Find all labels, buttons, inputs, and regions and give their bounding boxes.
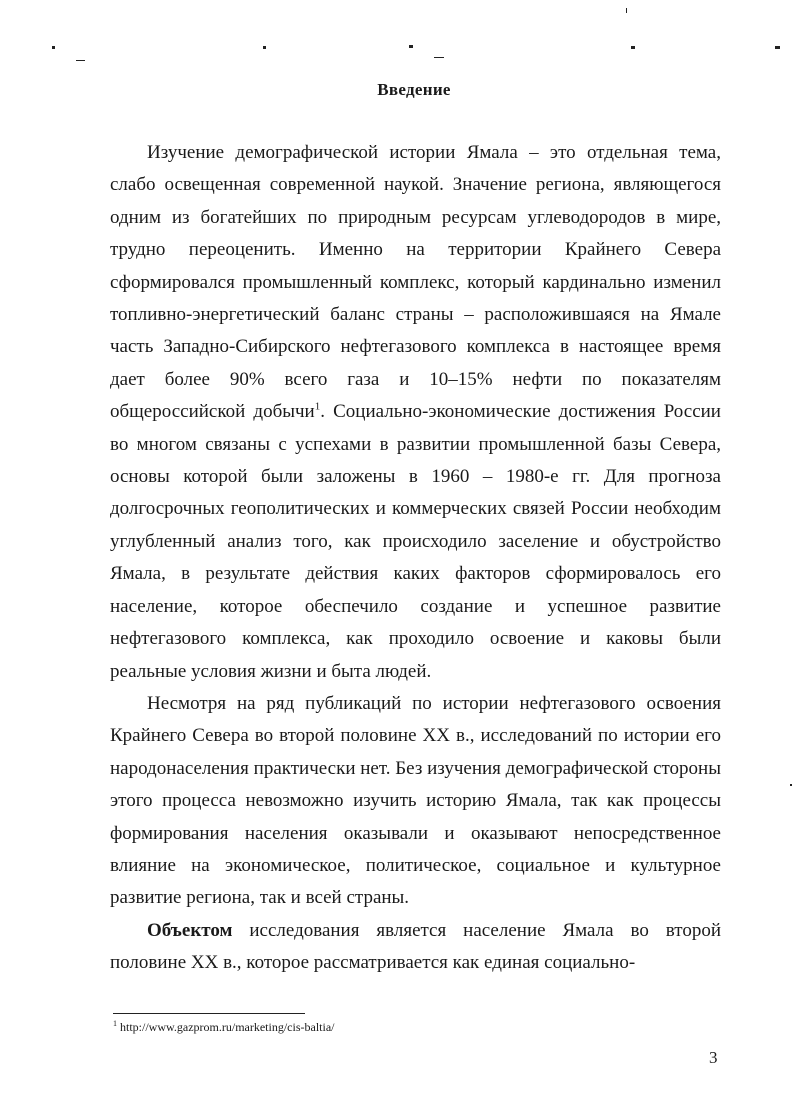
- scan-artifact: [76, 60, 85, 61]
- scan-artifact: [775, 46, 780, 49]
- paragraph-3: [110, 915, 721, 980]
- bold-term: Объектом: [147, 919, 233, 941]
- paragraph-text: исследования является население Ямала во второй половине XX в., которое рассматривается как единая социально-: [110, 919, 721, 974]
- footnote-reference[interactable]: 1: [314, 400, 321, 413]
- paragraph-2: [110, 688, 721, 915]
- scan-artifact: [263, 46, 266, 49]
- section-heading: Введение: [377, 80, 451, 99]
- footnote-number: 1: [113, 1019, 117, 1028]
- paragraph-text: . Социально-экономические достижения России во многом связаны с успехами в развитии промышленной базы Севера, основы которой были заложены в 1960 – 1980-е гг. Для прогноза долгосрочных геополитических и коммерческих связей России необходим углубленный анализ того, как происходило заселение и обустройство Ямала, в результате действия каких факторов сформировалось его население, которое обеспечило создание и успешное развитие нефтегазового комплекса, как проходило освоение и каковы были реальные условия жизни и быта людей.: [110, 401, 721, 682]
- scan-artifact: [626, 8, 627, 13]
- scan-artifact: [52, 46, 55, 49]
- footnote: [113, 1020, 335, 1035]
- scan-artifact: [790, 784, 792, 786]
- paragraph-text: Несмотря на ряд публикаций по истории нефтегазового освоения Крайнего Севера во второй половине XX в., исследований по истории его народонаселения практически нет. Без изучения демографической стороны этого процесса невозможно изучить историю Ямала, так как процессы формирования населения оказывали и оказывают непосредственное влияние на экономическое, политическое, социальное и культурное развитие региона, так и всей страны.: [110, 692, 721, 909]
- footnote-divider: [113, 1013, 305, 1014]
- scan-artifact: [409, 45, 413, 48]
- paragraph-1: [110, 137, 721, 688]
- scan-artifact: [631, 46, 635, 49]
- paragraph-text: Изучение демографической истории Ямала – это отдельная тема, слабо освещенная современной наукой. Значение региона, являющегося одним из богатейших по природным ресурсам углеводородов в мире, трудно переоценить. Именно на территории Крайнего Севера сформировался промышленный комплекс, который кардинально изменил топливно-энергетический баланс страны – расположившаяся на Ямале часть Западно-Сибирского нефтегазового комплекса в настоящее время дает более 90% всего газа и 10–15% нефти по показателям общероссийской добычи: [110, 142, 721, 423]
- scan-artifact: [434, 57, 444, 58]
- page-number: 3: [709, 1048, 718, 1067]
- footnote-link[interactable]: http://www.gazprom.ru/marketing/cis-baltia/: [120, 1020, 335, 1034]
- body-text: [110, 137, 721, 980]
